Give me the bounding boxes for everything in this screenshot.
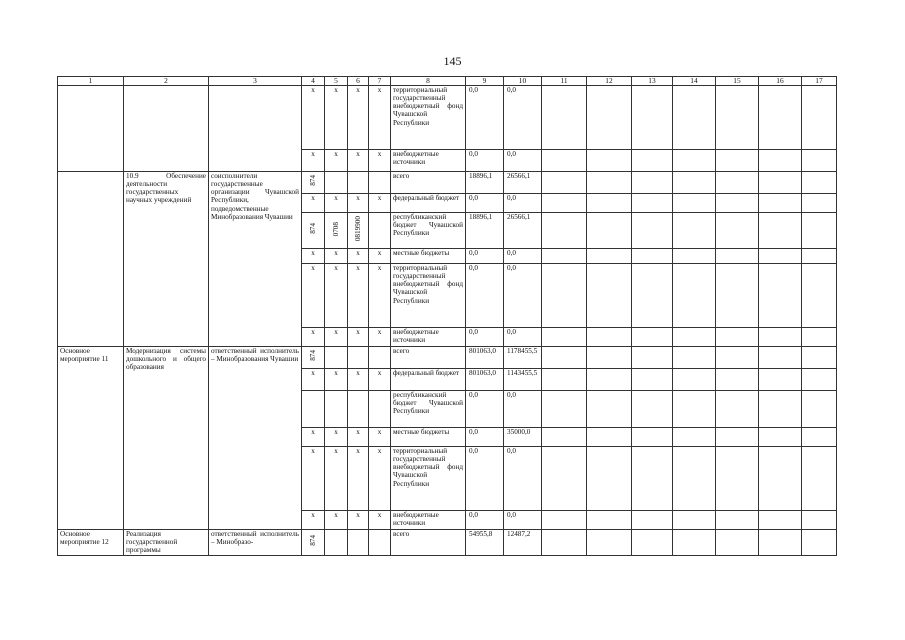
x-mark: x xyxy=(369,193,391,212)
x-mark: x xyxy=(302,327,325,346)
value-col9: 801063,0 xyxy=(466,368,504,390)
value-col10: 0,0 xyxy=(504,446,542,510)
x-mark: x xyxy=(302,85,325,149)
value-col10: 12487,2 xyxy=(504,529,542,555)
column-number: 3 xyxy=(209,77,302,86)
x-mark: x xyxy=(302,248,325,263)
column-number: 4 xyxy=(302,77,325,86)
table-row xyxy=(58,346,837,368)
value-col10: 1178455,5 xyxy=(504,346,542,368)
value-col10: 0,0 xyxy=(504,248,542,263)
value-col10: 0,0 xyxy=(504,149,542,171)
status-cell xyxy=(58,85,124,171)
value-col10: 0,0 xyxy=(504,390,542,427)
column-number: 12 xyxy=(587,77,632,86)
x-mark: x xyxy=(348,149,369,171)
source-label: всего xyxy=(391,346,466,368)
column-number: 5 xyxy=(325,77,348,86)
source-label: всего xyxy=(391,529,466,555)
column-number: 17 xyxy=(802,77,837,86)
column-number: 8 xyxy=(391,77,466,86)
value-col9: 0,0 xyxy=(466,248,504,263)
x-mark: x xyxy=(325,327,348,346)
x-mark: x xyxy=(348,85,369,149)
source-label: территориальный государственный внебюджетный фонд Чувашской Республики xyxy=(391,263,466,327)
value-col9: 18896,1 xyxy=(466,212,504,248)
x-mark: x xyxy=(369,248,391,263)
value-col10: 0,0 xyxy=(504,510,542,529)
source-label: местные бюджеты xyxy=(391,427,466,446)
page-number: 145 xyxy=(443,54,462,68)
value-col10: 0,0 xyxy=(504,327,542,346)
table-row xyxy=(58,529,837,555)
rzpr-code: 0708 xyxy=(331,221,340,237)
value-col9: 0,0 xyxy=(466,327,504,346)
x-mark: x xyxy=(348,248,369,263)
source-label: федеральный бюджет xyxy=(391,193,466,212)
grbs-code: 874 xyxy=(308,535,317,547)
value-col10: 0,0 xyxy=(504,85,542,149)
x-mark: x xyxy=(369,327,391,346)
source-label: территориальный государственный внебюджетный фонд Чувашской Республики xyxy=(391,85,466,149)
column-number: 16 xyxy=(759,77,802,86)
executor: ответственный исполнитель – Минобразо- xyxy=(209,529,302,555)
column-number: 7 xyxy=(369,77,391,86)
column-number: 9 xyxy=(466,77,504,86)
x-mark: x xyxy=(325,368,348,390)
x-mark: x xyxy=(348,427,369,446)
value-col10: 1143455,5 xyxy=(504,368,542,390)
value-col10: 26566,1 xyxy=(504,171,542,193)
value-col10: 35000,0 xyxy=(504,427,542,446)
source-label: федеральный бюджет xyxy=(391,368,466,390)
x-mark: x xyxy=(325,446,348,510)
value-col9: 54955,8 xyxy=(466,529,504,555)
value-col9: 0,0 xyxy=(466,510,504,529)
value-col10: 0,0 xyxy=(504,263,542,327)
source-label: местные бюджеты xyxy=(391,248,466,263)
status-cell xyxy=(58,171,124,346)
value-col9: 0,0 xyxy=(466,446,504,510)
x-mark: x xyxy=(348,193,369,212)
x-mark: x xyxy=(348,368,369,390)
x-mark: x xyxy=(302,263,325,327)
value-col9: 0,0 xyxy=(466,427,504,446)
x-mark: x xyxy=(348,327,369,346)
x-mark: x xyxy=(302,510,325,529)
x-mark: x xyxy=(369,427,391,446)
value-col9: 801063,0 xyxy=(466,346,504,368)
x-mark: x xyxy=(325,263,348,327)
executor: ответственный исполнитель – Минобразования Чувашии xyxy=(209,346,302,529)
column-number: 15 xyxy=(716,77,759,86)
measure-status: Основное мероприятие 11 xyxy=(58,346,124,529)
x-mark: x xyxy=(325,510,348,529)
grbs-code: 874 xyxy=(308,175,317,187)
measure-name: 10.9 Обеспечение деятельности государственных научных учреждений xyxy=(124,171,209,346)
measure-name: Реализация государственной программы xyxy=(124,529,209,555)
name-cell xyxy=(124,85,209,171)
column-number: 14 xyxy=(673,77,716,86)
measure-status: Основное мероприятие 12 xyxy=(58,529,124,555)
column-number: 11 xyxy=(542,77,587,86)
value-col10: 26566,1 xyxy=(504,212,542,248)
table-row xyxy=(58,85,837,149)
source-label: внебюджетные источники xyxy=(391,327,466,346)
value-col9: 0,0 xyxy=(466,85,504,149)
source-label: республиканский бюджет Чувашской Республики xyxy=(391,390,466,427)
x-mark: x xyxy=(325,427,348,446)
executor-cell xyxy=(209,85,302,171)
source-label: внебюджетные источники xyxy=(391,149,466,171)
source-label: республиканский бюджет Чувашской Республики xyxy=(391,212,466,248)
x-mark: x xyxy=(302,193,325,212)
x-mark: x xyxy=(325,85,348,149)
value-col9: 0,0 xyxy=(466,149,504,171)
x-mark: x xyxy=(302,149,325,171)
source-label: всего xyxy=(391,171,466,193)
x-mark: x xyxy=(369,149,391,171)
value-col9: 0,0 xyxy=(466,193,504,212)
column-number: 2 xyxy=(124,77,209,86)
csr-code: 0819900 xyxy=(353,216,362,242)
grbs-code: 874 xyxy=(308,223,317,235)
x-mark: x xyxy=(369,368,391,390)
x-mark: x xyxy=(302,446,325,510)
x-mark: x xyxy=(325,149,348,171)
source-label: внебюджетные источники xyxy=(391,510,466,529)
column-number: 13 xyxy=(632,77,673,86)
value-col9: 0,0 xyxy=(466,390,504,427)
x-mark: x xyxy=(369,510,391,529)
column-number: 1 xyxy=(58,77,124,86)
x-mark: x xyxy=(325,193,348,212)
column-number: 10 xyxy=(504,77,542,86)
value-col10: 0,0 xyxy=(504,193,542,212)
x-mark: x xyxy=(302,427,325,446)
source-label: территориальный государственный внебюджетный фонд Чувашской Республики xyxy=(391,446,466,510)
value-col9: 0,0 xyxy=(466,263,504,327)
grbs-code: 874 xyxy=(308,350,317,362)
x-mark: x xyxy=(369,85,391,149)
column-number: 6 xyxy=(348,77,369,86)
column-number-row xyxy=(58,77,837,86)
budget-table xyxy=(57,76,837,556)
x-mark: x xyxy=(325,248,348,263)
x-mark: x xyxy=(369,446,391,510)
executor: соисполнители государственные организации Чувашской Республики, подведомственные Минобразования Чувашии xyxy=(209,171,302,346)
x-mark: x xyxy=(348,510,369,529)
value-col9: 18896,1 xyxy=(466,171,504,193)
x-mark: x xyxy=(302,368,325,390)
x-mark: x xyxy=(348,446,369,510)
x-mark: x xyxy=(369,263,391,327)
measure-name: Модернизация системы дошкольного и общего образования xyxy=(124,346,209,529)
x-mark: x xyxy=(348,263,369,327)
table-row xyxy=(58,171,837,193)
